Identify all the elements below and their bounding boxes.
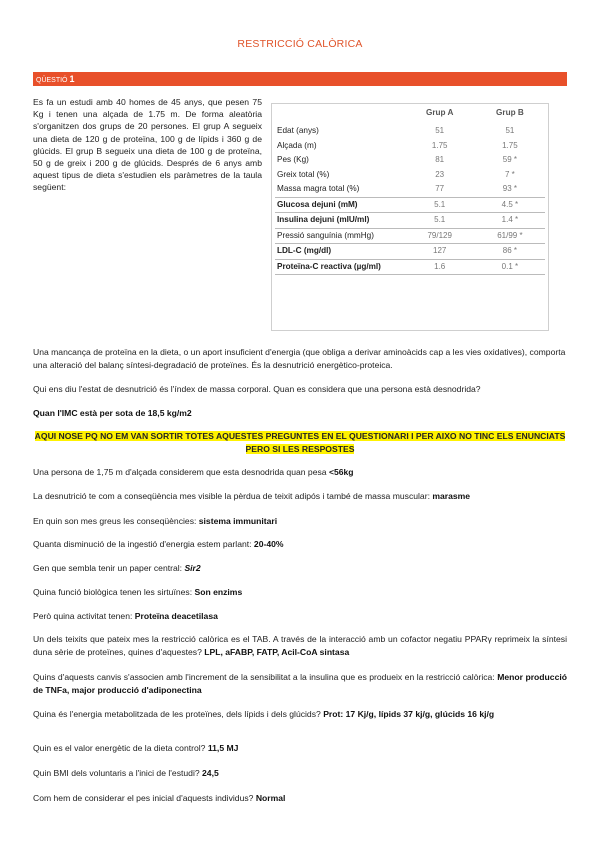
qa-item <box>33 742 567 755</box>
qa-answer: 24,5 <box>202 768 219 778</box>
table-row <box>275 213 545 229</box>
table-cell-label: Massa magra total (%) <box>277 184 360 193</box>
qa-question: Com hem de considerar el pes inicial d'aquests individus? <box>33 793 256 803</box>
table-cell-label: Glucosa dejuni (mM) <box>275 197 405 213</box>
qa-item <box>33 671 567 696</box>
qa-question: Quanta disminució de la ingestió d'energia estem parlant: <box>33 539 254 549</box>
qa-answer: Sir2 <box>184 563 201 573</box>
page-title: RESTRICCIÓ CALÒRICA <box>237 38 363 50</box>
qa-question: Quin es el valor energètic de la dieta control? <box>33 743 208 753</box>
table-cell-group-a: 127 <box>405 244 475 260</box>
parameters-table <box>275 107 545 275</box>
qa-item <box>33 466 567 479</box>
question-header <box>33 72 567 86</box>
table-row <box>275 182 545 197</box>
qa-answer: Son enzims <box>194 587 243 597</box>
table-cell-group-b: 59 * <box>502 155 517 164</box>
question-label: QÜESTIÓ <box>36 77 68 84</box>
table-cell-group-b: 4.5 * <box>475 197 545 213</box>
table-cell-group-a: 81 <box>435 155 445 164</box>
table-cell-label: Greix total (%) <box>277 169 330 179</box>
table-cell-label: Edat (anys) <box>277 126 319 135</box>
table-row <box>275 139 545 154</box>
table-cell-label: Pressió sanguínia (mmHg) <box>277 230 374 240</box>
qa-answer: marasme <box>432 491 471 501</box>
qa-answer: Prot: 17 Kj/g, lípids 37 kj/g, glúcids 16 kj/g <box>323 709 495 719</box>
qa-item <box>33 610 567 623</box>
qa-question: Quina funció biològica tenen les sirtuïnes: <box>33 587 195 597</box>
qa-question: Una persona de 1,75 m d'alçada considerem que esta desnodrida quan pesa <box>33 467 329 477</box>
qa-item <box>33 538 567 551</box>
table-cell-group-b: 86 * <box>475 244 545 260</box>
table-cell-label: Pes (Kg) <box>277 155 309 164</box>
qa-answer: sistema immunitari <box>198 516 278 526</box>
table-row <box>275 153 545 168</box>
qa-answer: LPL, aFABP, FATP, Acil-CoA sintasa <box>204 646 350 657</box>
table-cell-group-a: 5.1 <box>405 197 475 213</box>
table-cell-group-b: 61/99 * <box>497 230 523 240</box>
highlight-note: AQUI NOSE PQ NO EM VAN SORTIR TOTES AQUESTES PREGUNTES EN EL QUESTIONARI I PER AIXO NO TINC ELS ENUNCIATS PERO SI LES RESPOSTES <box>34 431 566 454</box>
table-cell-group-a: 23 <box>435 169 445 179</box>
table-row <box>275 244 545 260</box>
qa-question: Quin BMI dels voluntaris a l'inici de l'estudi? <box>33 768 203 778</box>
qa-answer: <56kg <box>328 467 354 477</box>
table-cell-label: Proteïna-C reactiva (µg/ml) <box>275 259 405 275</box>
qa-answer: Menor producció de TNFa, major producció d'adiponectina <box>33 672 567 695</box>
qa-question: Quins d'aquests canvis s'associen amb l'increment de la sensibilitat a la insulina que es produeix en la restricció calòrica: <box>33 672 498 682</box>
table-row <box>275 168 545 183</box>
qa-question: En quin son mes greus les conseqüències: <box>33 516 199 526</box>
table-cell-group-b: 7 * <box>504 169 515 179</box>
table-cell-group-b: 1.4 * <box>475 213 545 229</box>
question-number: 1 <box>69 74 75 84</box>
qa-item <box>33 767 567 780</box>
question-bmi: Qui ens diu l'estat de desnutrició és l'índex de massa corporal. Quan es considera que una persona està desnodrida? <box>33 384 481 394</box>
table-cell-group-a: 77 <box>435 184 445 193</box>
qa-item <box>33 792 567 805</box>
qa-question: Però quina activitat tenen: <box>33 611 135 621</box>
qa-item <box>33 633 567 658</box>
table-cell-group-a: 5.1 <box>405 213 475 229</box>
table-cell-group-b: 51 <box>505 126 515 135</box>
qa-question: Gen que sembla tenir un paper central: <box>33 563 185 573</box>
table-cell-group-a: 1.6 <box>405 259 475 275</box>
qa-item <box>33 562 567 575</box>
table-header-row <box>275 107 545 124</box>
table-cell-group-a: 1.75 <box>431 140 448 150</box>
answer-bmi: Quan l'IMC està per sota de 18,5 kg/m2 <box>33 408 192 418</box>
qa-answer: Normal <box>255 793 286 803</box>
qa-question: La desnutrició te com a conseqüència mes visible la pèrdua de teixit adipós i també de massa muscular: <box>33 491 433 501</box>
table-cell-label: Alçada (m) <box>277 140 317 150</box>
qa-item <box>33 515 567 528</box>
table-header-group-b: Grup B <box>496 108 524 117</box>
table-cell-group-b: 0.1 * <box>475 259 545 275</box>
paragraph-malnutrition: Una mancança de proteïna en la dieta, o un aport insuficient d'energia (que obliga a derivar aminoàcids cap a les vies oxidatives), comporta una alteració del balanç síntesi-degradació de proteïnes. És la desnutrició energètico-proteica. <box>33 347 566 370</box>
qa-answer: Proteïna deacetilasa <box>134 611 218 621</box>
qa-item <box>33 708 567 721</box>
qa-answer: 11,5 MJ <box>207 743 239 753</box>
table-cell-group-a: 79/129 <box>427 230 452 240</box>
table-row <box>275 228 545 244</box>
table-cell-group-b: 1.75 <box>502 140 518 150</box>
table-cell-group-b: 93 * <box>502 184 517 193</box>
table-row <box>275 124 545 139</box>
table-cell-label: LDL-C (mg/dl) <box>275 244 405 260</box>
table-cell-label: Insulina dejuni (mIU/ml) <box>275 213 405 229</box>
table-header-group-a: Grup A <box>425 108 454 117</box>
table-row <box>275 197 545 213</box>
qa-answer: 20-40% <box>253 539 284 549</box>
qa-item <box>33 490 567 503</box>
table-cell-group-a: 51 <box>435 126 445 135</box>
qa-item <box>33 586 567 599</box>
qa-question: Quina és l'energia metabolitzada de les proteïnes, dels lípids i dels glúcids? <box>33 709 324 719</box>
qa-question: Un dels teixits que pateix mes la restricció calòrica es el TAB. A través de la interacció amb un cofactor negatiu PPARγ reprimeix la síntesi duna sèrie de proteïnes, quines d'aquestes? <box>33 634 567 657</box>
intro-paragraph: Es fa un estudi amb 40 homes de 45 anys, que pesen 75 Kg i tenen una alçada de 1.75 m. De forma aleatòria s'organitzen dos grups de 20 persones. El grup A segueix una dieta de 120 g de proteïna, 100 g de lípids i 360 g de glúcids. El grup B segueix una dieta de 100 g de proteïna, 50 g de greix i 200 g de glúcids. Després de 6 anys amb aquest tipus de dieta s'estudien els paràmetres de la taula següent: <box>33 97 262 193</box>
table-header-empty <box>275 107 405 124</box>
table-row <box>275 259 545 275</box>
